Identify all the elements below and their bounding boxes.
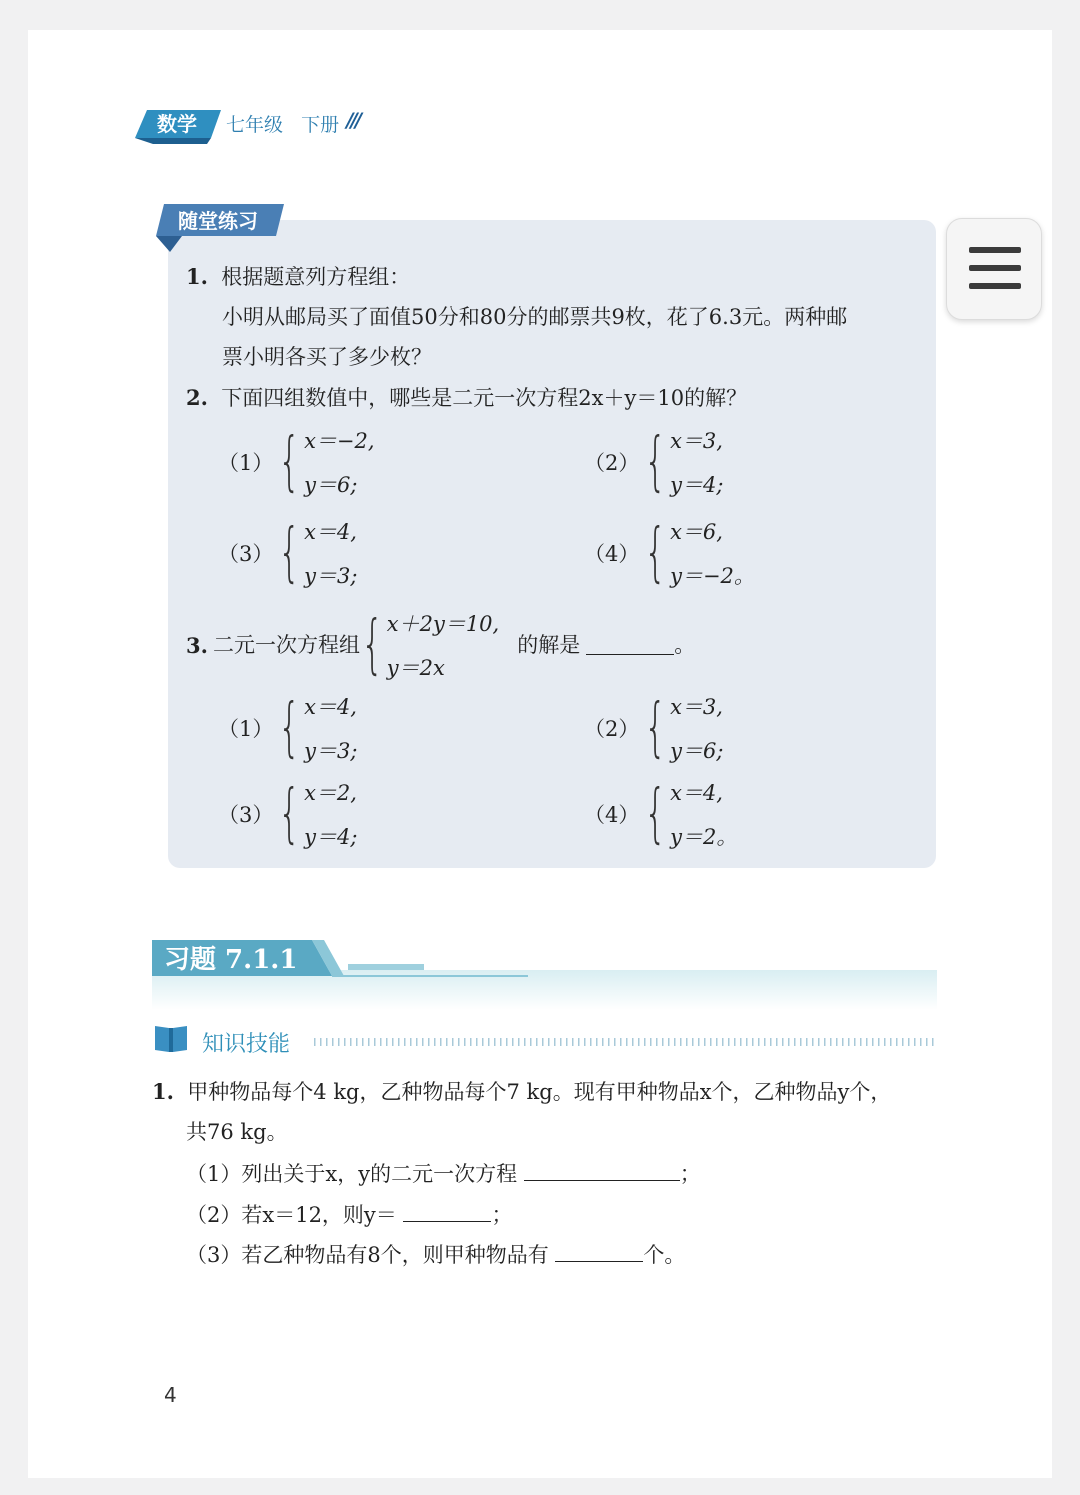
eq-line: x＋2y＝10, [386,612,500,636]
option-label: （3） [218,542,274,566]
brace: { [278,425,301,499]
q3-number: 3. [186,632,208,658]
eq-line: x＝4, [670,781,723,805]
q2-text: 下面四组数值中，哪些是二元一次方程2x＋y＝10的解？ [221,386,748,410]
q1-line1: 小明从邮局买了面值50分和80分的邮票共9枚，花了6.3元。两种邮 [222,305,848,329]
section-title: 习题 7.1.1 [164,945,298,975]
q1 [186,266,410,288]
answer-blank[interactable] [524,1162,680,1181]
option-label: （4） [584,803,640,827]
brace: { [278,777,301,851]
q2-option-2 [584,425,723,499]
section-banner [152,938,532,980]
brace: { [644,425,667,499]
brace: { [644,691,667,765]
eq-line: y＝6; [670,739,724,763]
q3-option-3 [218,777,357,851]
eq-line: y＝4; [670,473,724,497]
q3-end: 。 [674,632,696,657]
q3-option-1 [218,691,357,765]
part-text: （1）列出关于x，y的二元一次方程 [186,1162,518,1186]
menu-icon [969,247,1021,253]
ex1-part2 [186,1203,512,1226]
eq-line: x＝2, [304,781,357,805]
eq-line: x＝4, [304,695,357,719]
q3-option-4 [584,777,737,851]
answer-blank[interactable] [403,1203,491,1222]
option-label: （4） [584,542,640,566]
part-end: ； [491,1203,513,1227]
brace: { [278,516,301,590]
page-number: 4 [164,1383,177,1407]
part-end: ； [679,1162,701,1186]
q1-title: 根据题意列方程组： [221,265,411,289]
practice-tag-label: 随堂练习 [178,209,258,233]
book-icon [153,1022,189,1054]
eq-line: y＝3; [304,739,358,763]
part-text: （2）若x＝12，则y＝ [186,1203,397,1227]
part-end: 个。 [643,1243,686,1267]
option-label: （3） [218,803,274,827]
grade-label [226,110,339,137]
ex1-number: 1. [152,1079,174,1104]
q1-line2: 票小明各买了多少枚？ [222,345,432,369]
eq-line: x＝3, [670,429,723,453]
header-slashes: /// [346,108,359,132]
option-label: （2） [584,717,640,741]
subject-label: 数学 [157,112,197,136]
grade-text: 七年级 [226,114,284,136]
q2-option-1 [218,425,375,499]
brace: { [644,516,667,590]
subsection-title: 知识技能 [202,1032,291,1057]
option-label: （1） [218,717,274,741]
q3-option-2 [584,691,723,765]
q2-option-3 [218,516,357,590]
eq-line: x＝6, [670,520,723,544]
answer-blank[interactable] [586,636,674,655]
q1-number: 1. [186,264,208,289]
ex1 [152,1081,891,1103]
eq-line: x＝−2, [304,429,375,453]
volume-text: 下册 [301,114,340,136]
textbook-page [28,30,1052,1478]
option-label: （1） [218,451,274,475]
part-text: （3）若乙种物品有8个，则甲种物品有 [186,1243,549,1267]
ex1-line1: 甲种物品每个4 kg，乙种物品每个7 kg。现有甲种物品x个，乙种物品y个， [187,1080,892,1104]
menu-icon [969,265,1021,271]
q3-prefix: 二元一次方程组 [213,632,361,657]
eq-line: x＝4, [304,520,357,544]
brace: { [278,691,301,765]
eq-line: y＝3; [304,564,358,588]
ex1-part1 [186,1162,701,1185]
brace: { [644,777,667,851]
ex1-part3 [186,1243,685,1266]
answer-blank[interactable] [555,1243,643,1262]
eq-line: y＝−2。 [670,564,755,588]
menu-icon [969,283,1021,289]
eq-line: x＝3, [670,695,723,719]
q2-option-4 [584,516,755,590]
subject-badge [133,108,223,148]
eq-line: y＝4; [304,825,358,849]
subsection-divider [314,1038,938,1046]
q2-number: 2. [186,385,208,410]
q2 [186,387,747,409]
q3 [186,608,695,682]
eq-line: y＝2x [386,656,445,680]
practice-tag [152,202,292,252]
eq-line: y＝2。 [670,825,738,849]
ex1-line2: 共76 kg。 [186,1120,288,1144]
eq-line: y＝6; [304,473,358,497]
option-label: （2） [584,451,640,475]
q3-suffix: 的解是 [517,632,581,657]
menu-button[interactable] [946,218,1042,320]
brace: { [361,608,384,682]
